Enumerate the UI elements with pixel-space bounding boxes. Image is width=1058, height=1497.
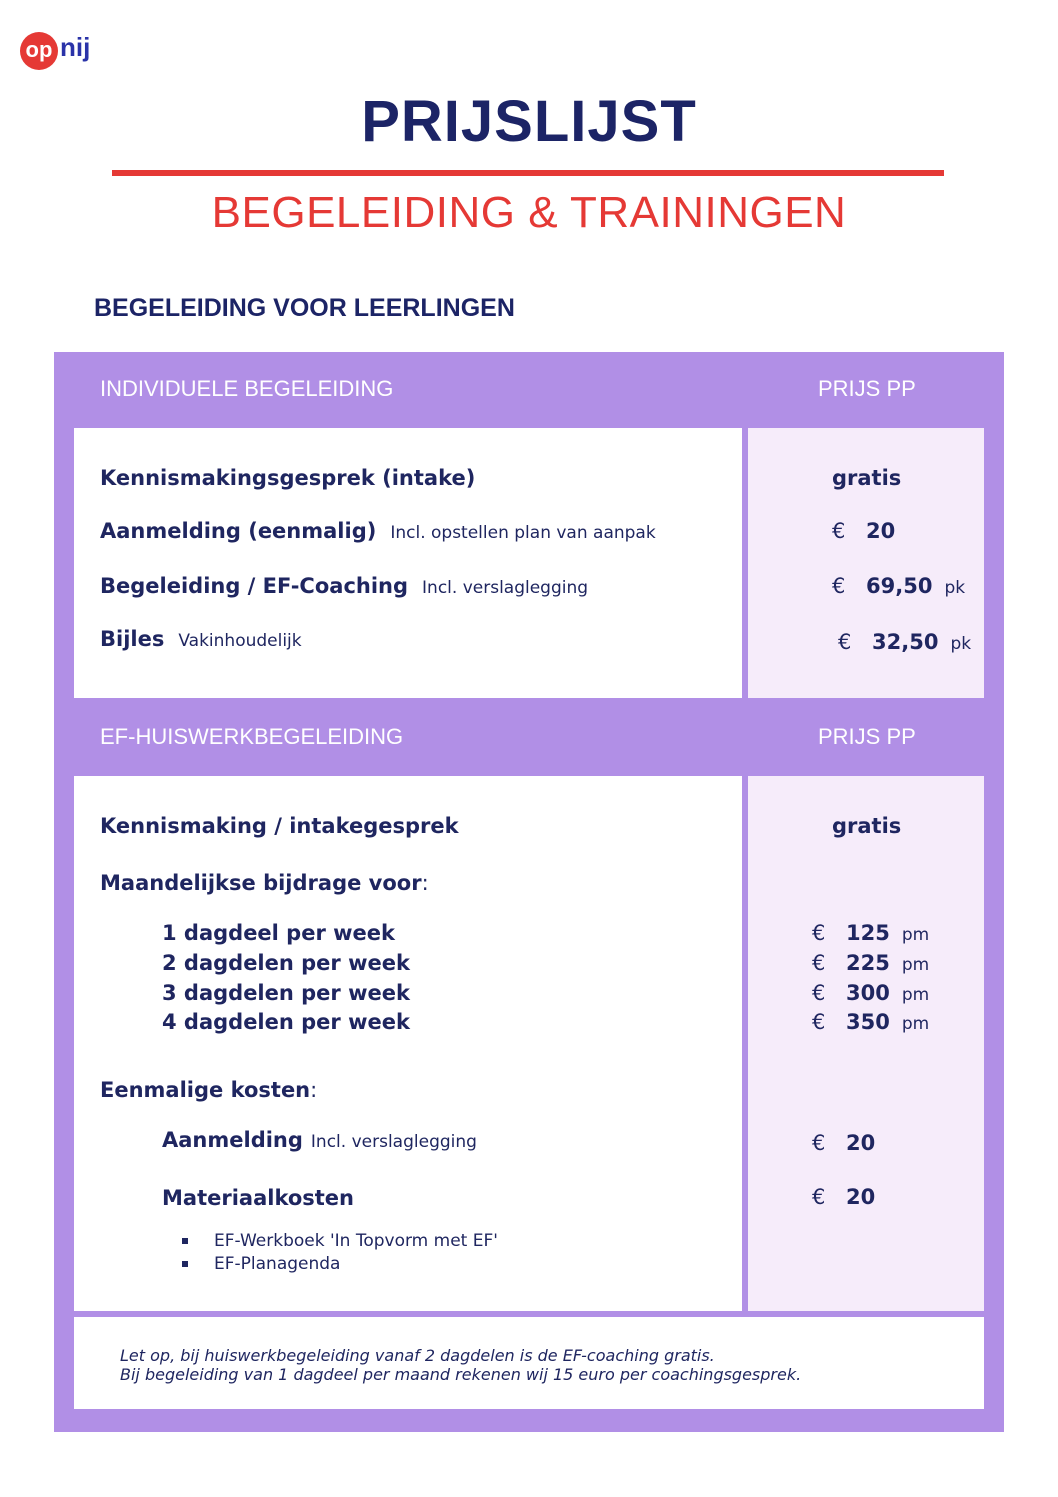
material-item-2: EF-Planagenda	[182, 1254, 340, 1274]
monthly-price-4: € 350 pm	[812, 1010, 930, 1034]
onetime-aanmelding: Aanmelding Incl. verslaglegging	[162, 1128, 477, 1152]
monthly-label: Maandelijkse bijdrage voor:	[100, 871, 429, 895]
material-item-1: EF-Werkboek 'In Topvorm met EF'	[182, 1231, 498, 1251]
item-intake: Kennismakingsgesprek (intake)	[100, 466, 476, 490]
bullet-icon	[182, 1238, 188, 1244]
individual-header-band	[54, 352, 1004, 426]
onetime-price-materiaal: € 20	[812, 1185, 876, 1209]
monthly-item-2: 2 dagdelen per week	[162, 951, 410, 975]
logo-circle: op	[20, 32, 58, 70]
price-homework-intake: gratis	[832, 814, 902, 838]
individual-price-header: PRIJS PP	[818, 376, 916, 401]
note-line-1: Let op, bij huiswerkbegeleiding vanaf 2 dagdelen is de EF-coaching gratis.	[120, 1346, 715, 1365]
homework-price-header: PRIJS PP	[818, 724, 916, 749]
homework-prices-panel	[748, 776, 984, 1311]
homework-header-band	[54, 700, 1004, 774]
item-aanmelding: Aanmelding (eenmalig) Incl. opstellen plan van aanpak	[100, 519, 656, 543]
note-box	[74, 1317, 984, 1409]
individual-header: INDIVIDUELE BEGELEIDING	[100, 376, 394, 401]
onetime-price-aanmelding: € 20	[812, 1131, 876, 1155]
item-coaching: Begeleiding / EF-Coaching Incl. verslaglegging	[100, 574, 589, 598]
monthly-item-3: 3 dagdelen per week	[162, 981, 410, 1005]
price-bijles: € 32,50 pk	[838, 630, 972, 654]
bullet-icon	[182, 1261, 188, 1267]
monthly-price-1: € 125 pm	[812, 921, 930, 945]
page-subtitle: BEGELEIDING & TRAININGEN	[211, 188, 847, 237]
section-heading: BEGELEIDING VOOR LEERLINGEN	[94, 294, 515, 322]
opnij-logo	[20, 28, 100, 72]
homework-header: EF-HUISWERKBEGELEIDING	[100, 724, 404, 749]
item-bijles: Bijles Vakinhoudelijk	[100, 627, 302, 651]
onetime-label: Eenmalige kosten:	[100, 1078, 318, 1102]
item-homework-intake: Kennismaking / intakegesprek	[100, 814, 459, 838]
monthly-price-2: € 225 pm	[812, 951, 930, 975]
price-coaching: € 69,50 pk	[832, 574, 966, 598]
price-intake: gratis	[832, 466, 902, 490]
monthly-price-3: € 300 pm	[812, 981, 930, 1005]
monthly-item-1: 1 dagdeel per week	[162, 921, 395, 945]
onetime-materiaal: Materiaalkosten	[162, 1186, 355, 1210]
logo-text: nij	[60, 32, 91, 62]
title-divider	[112, 170, 944, 176]
page-title: PRIJSLIJST	[361, 89, 697, 154]
monthly-item-4: 4 dagdelen per week	[162, 1010, 410, 1034]
price-aanmelding: € 20	[832, 519, 896, 543]
note-line-2: Bij begeleiding van 1 dagdeel per maand rekenen wij 15 euro per coachingsgesprek.	[120, 1365, 802, 1384]
